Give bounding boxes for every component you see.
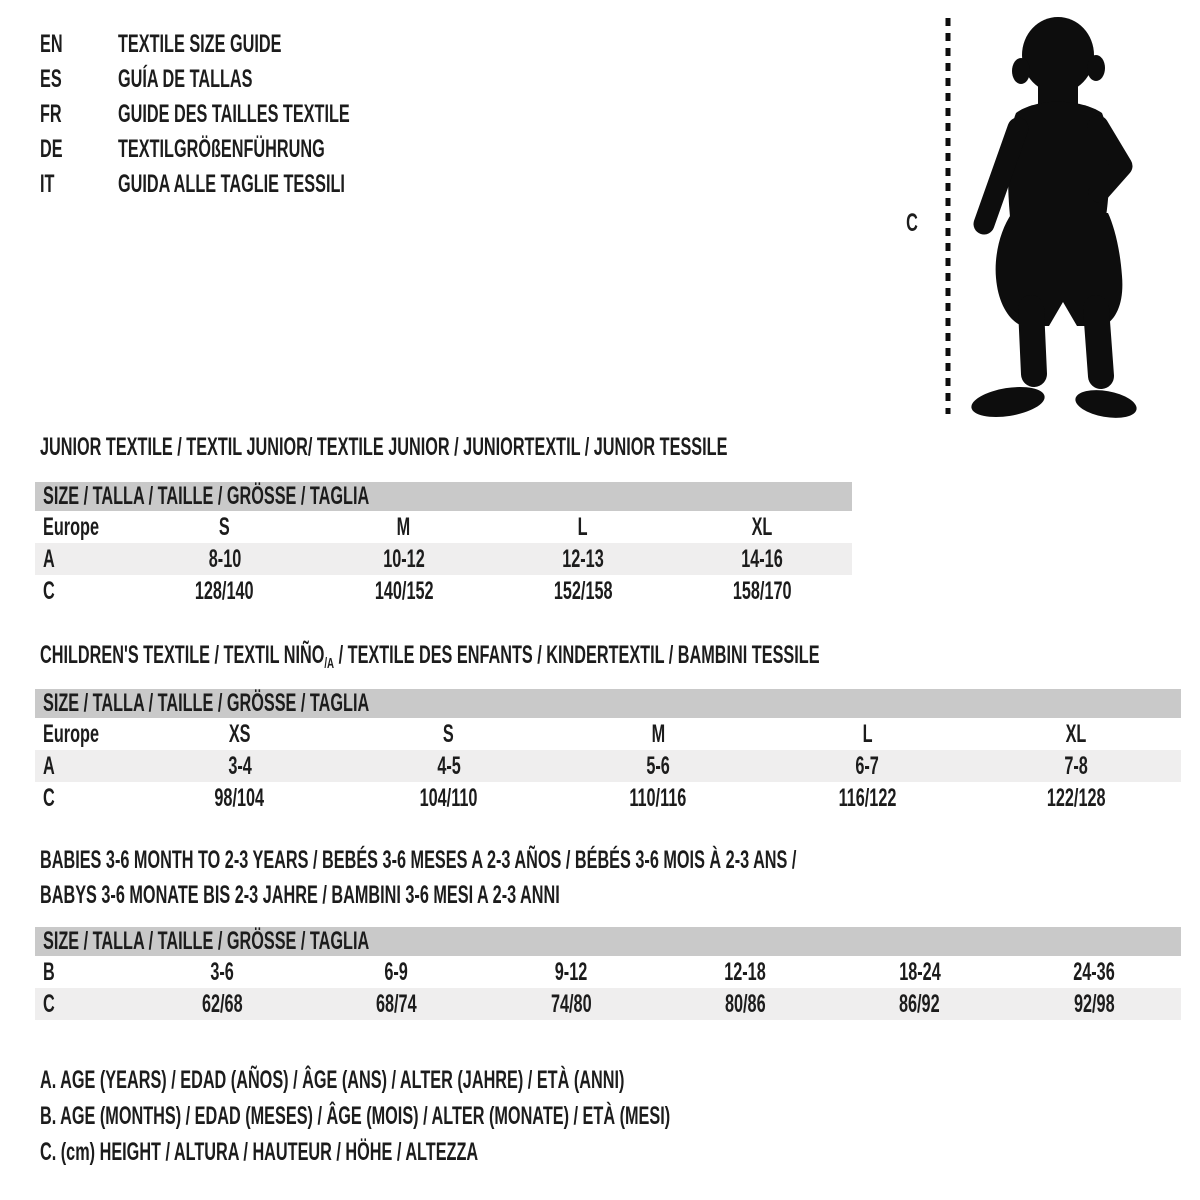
title-subscript: /A — [324, 655, 335, 672]
size-cell: S — [443, 719, 455, 748]
children-section-title: CHILDREN'S TEXTILE / TEXTIL $NIÑO_{/A}$ / TEXTILE DES ENFANTS / KINDERTEXTIL / BAMBINI TESSILE — [40, 641, 820, 672]
size-cell: S — [219, 512, 231, 541]
legend-line-a: A. AGE (YEARS) / EDAD (AÑOS) / ÂGE (ANS) / ALTER (JAHRE) / ETÀ (ANNI) — [40, 1065, 625, 1094]
lang-code: IT — [40, 170, 55, 198]
lang-row-it — [40, 167, 475, 202]
height-measure-label: C — [906, 209, 918, 237]
table-row-height — [35, 575, 852, 607]
age-cell: 6-7 — [855, 751, 879, 780]
language-title-list — [40, 27, 475, 202]
lang-title: TEXTILE SIZE GUIDE — [118, 30, 282, 58]
lang-row-es — [40, 62, 475, 97]
height-cell: 104/110 — [419, 783, 478, 812]
table-row-europe — [35, 718, 1181, 750]
table-row-europe — [35, 511, 852, 543]
row-label: C — [43, 989, 55, 1018]
height-cell: 68/74 — [376, 989, 417, 1018]
row-label: A — [43, 751, 55, 780]
age-cell: 18-24 — [898, 957, 941, 986]
babies-size-table — [35, 927, 1181, 1020]
table-row-age-months — [35, 956, 1181, 988]
baby-figure — [969, 17, 1139, 422]
height-cell: 140/152 — [374, 576, 434, 605]
age-cell: 10-12 — [383, 544, 425, 573]
lang-title: TEXTILGRÖßENFÜHRUNG — [118, 135, 325, 163]
table-row-height — [35, 782, 1181, 814]
table-row-age — [35, 750, 1181, 782]
height-cell: 86/92 — [899, 989, 940, 1018]
row-label: A — [43, 544, 55, 573]
height-cell: 128/140 — [195, 576, 254, 605]
lang-code: ES — [40, 65, 62, 93]
height-cell: 158/170 — [733, 576, 792, 605]
age-cell: 5-6 — [646, 751, 670, 780]
lang-code: EN — [40, 30, 63, 58]
row-label: C — [43, 783, 55, 812]
height-cell: 74/80 — [550, 989, 592, 1018]
size-header-bar: SIZE / TALLA / TAILLE / GRÖSSE / TAGLIA — [35, 689, 1181, 718]
age-cell: 3-6 — [210, 957, 234, 986]
age-cell: 24-36 — [1073, 957, 1115, 986]
age-cell: 14-16 — [741, 544, 784, 573]
measurement-legend — [40, 1062, 1009, 1170]
age-cell: 4-5 — [437, 751, 461, 780]
lang-title: GUÍA DE TALLAS — [118, 65, 253, 93]
size-header-bar: SIZE / TALLA / TAILLE / GRÖSSE / TAGLIA — [35, 927, 1181, 956]
children-size-table — [35, 689, 1181, 814]
row-label: C — [43, 576, 55, 605]
row-label: Europe — [43, 719, 99, 748]
size-cell: L — [862, 719, 873, 748]
table-row-height — [35, 988, 1181, 1020]
babies-section-title-line1: BABIES 3-6 MONTH TO 2-3 YEARS / BEBÉS 3-6 MESES A 2-3 AÑOS / BÉBÉS 3-6 MOIS À 2-3 ANS / — [40, 846, 797, 874]
junior-size-table — [35, 482, 852, 607]
height-cell: 110/116 — [629, 783, 687, 812]
height-cell: 92/98 — [1073, 989, 1115, 1018]
age-cell: 3-4 — [227, 751, 252, 780]
height-cell: 152/158 — [553, 576, 613, 605]
size-header-bar: SIZE / TALLA / TAILLE / GRÖSSE / TAGLIA — [35, 482, 852, 511]
age-cell: 12-13 — [562, 544, 604, 573]
size-cell: L — [578, 512, 589, 541]
lang-title: GUIDA ALLE TAGLIE TESSILI — [118, 170, 345, 198]
lang-row-fr — [40, 97, 475, 132]
legend-line-c: C. (cm) HEIGHT / ALTURA / HAUTEUR / HÖHE / ALTEZZA — [40, 1137, 479, 1166]
height-cell: 98/104 — [214, 783, 265, 812]
age-cell: 8-10 — [208, 544, 241, 573]
size-cell: M — [397, 512, 411, 541]
babies-section-title-line2: BABYS 3-6 MONATE BIS 2-3 JAHRE / BAMBINI 3-6 MESI A 2-3 ANNI — [40, 881, 560, 909]
height-cell: 116/122 — [838, 783, 897, 812]
age-cell: 9-12 — [554, 957, 588, 986]
lang-code: DE — [40, 135, 63, 163]
height-cell: 62/68 — [201, 989, 243, 1018]
height-cell: 80/86 — [724, 989, 766, 1018]
lang-title: GUIDE DES TAILLES TEXTILE — [118, 100, 350, 128]
lang-row-en — [40, 27, 475, 62]
row-label: Europe — [43, 512, 99, 541]
age-cell: 12-18 — [724, 957, 766, 986]
lang-code: FR — [40, 100, 62, 128]
legend-line-b: B. AGE (MONTHS) / EDAD (MESES) / ÂGE (MOIS) / ALTER (MONATE) / ETÀ (MESI) — [40, 1101, 671, 1130]
junior-section-title: JUNIOR TEXTILE / TEXTIL JUNIOR/ TEXTILE JUNIOR / JUNIORTEXTIL / JUNIOR TESSILE — [40, 433, 728, 461]
height-cell: 122/128 — [1047, 783, 1106, 812]
age-cell: 7-8 — [1064, 751, 1089, 780]
lang-row-de — [40, 132, 475, 167]
size-cell: XL — [751, 512, 773, 541]
size-cell: XS — [228, 719, 251, 748]
row-label: B — [43, 957, 55, 986]
age-cell: 6-9 — [384, 957, 409, 986]
baby-silhouette-icon — [900, 8, 1160, 424]
table-row-age — [35, 543, 852, 575]
size-cell: M — [651, 719, 665, 748]
size-cell: XL — [1065, 719, 1087, 748]
